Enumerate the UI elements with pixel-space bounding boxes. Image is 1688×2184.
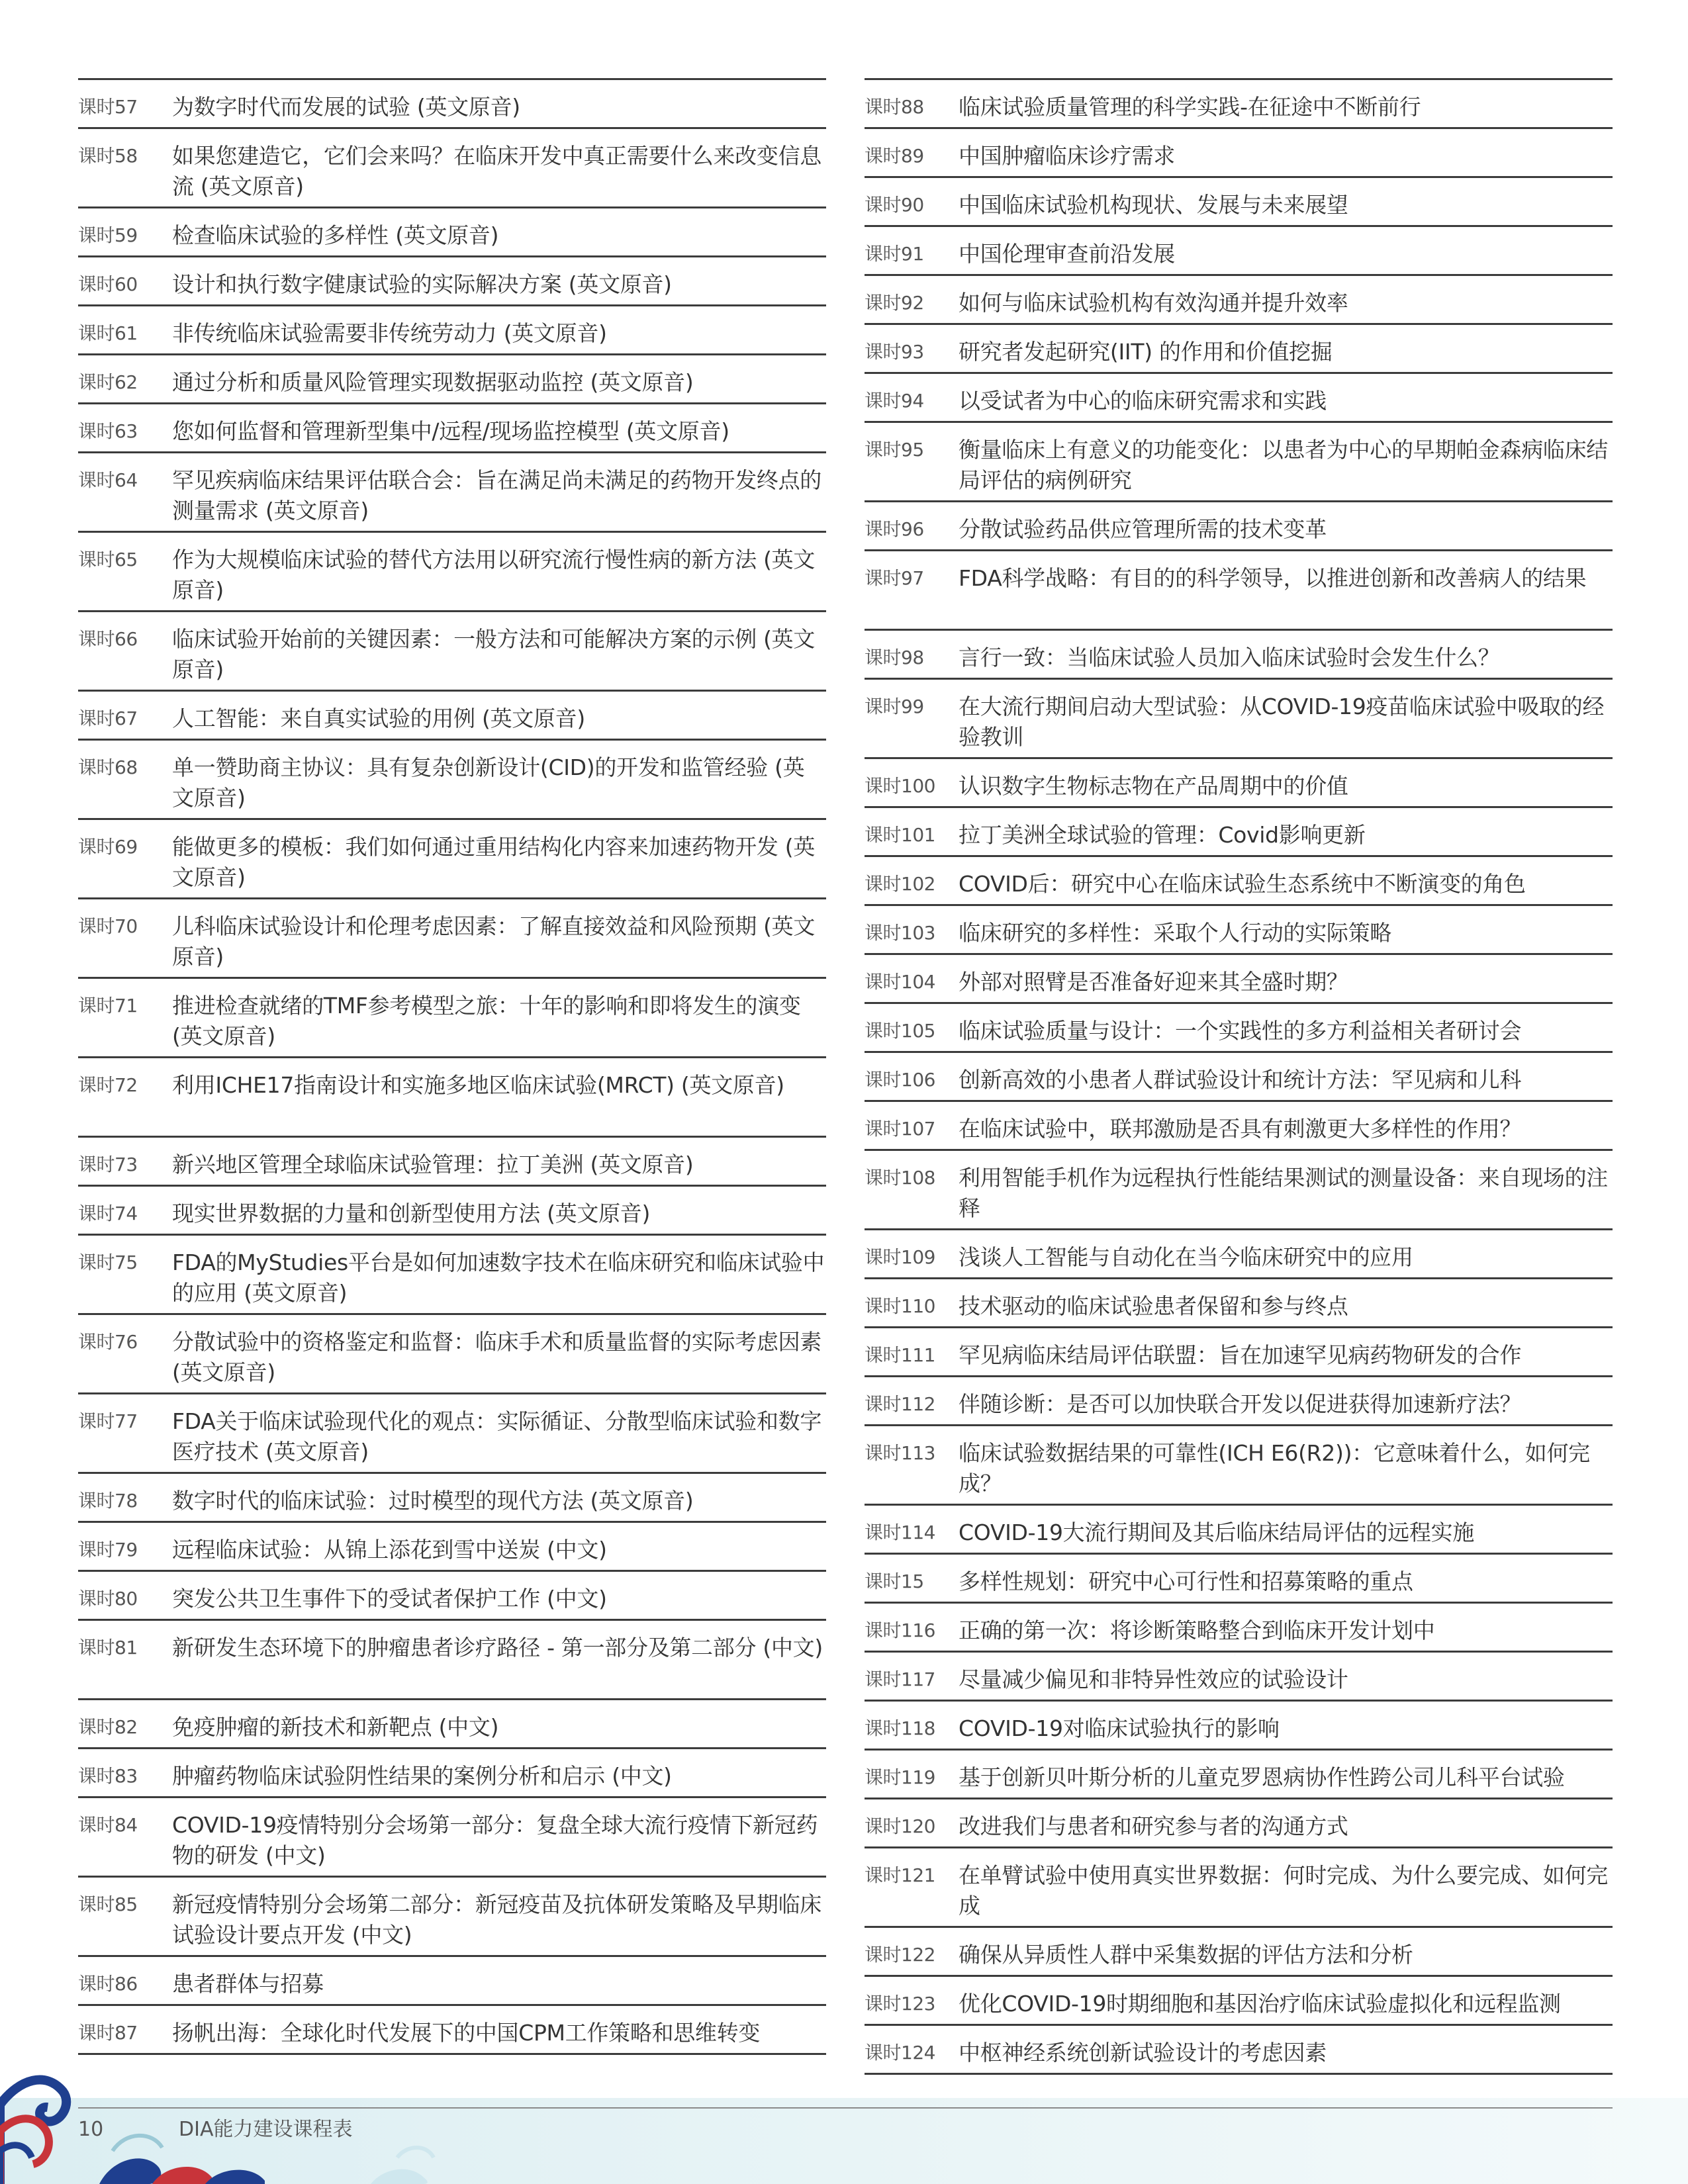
course-title: 在临床试验中，联邦激励是否具有刺激更大多样性的作用？: [959, 1116, 1522, 1142]
course-code: 课时114: [865, 1522, 935, 1543]
course-title: 中国肿瘤临床诊疗需求: [959, 143, 1176, 169]
course-code: 课时106: [865, 1069, 935, 1091]
course-title: 浅谈人工智能与自动化在当今临床研究中的应用: [959, 1244, 1413, 1270]
course-code: 课时65: [78, 549, 138, 570]
course-code: 课时118: [865, 1717, 935, 1739]
course-code: 课时69: [78, 836, 138, 858]
course-title: 新研发生态环境下的肿瘤患者诊疗路径 - 第一部分及第二部分 (中文): [172, 1635, 823, 1661]
left-course-list: [78, 78, 826, 2055]
course-row: [865, 1846, 1613, 1926]
course-code: 课时78: [78, 1490, 138, 1512]
course-row: [865, 127, 1613, 176]
course-row: [78, 451, 826, 531]
course-row: [865, 629, 1613, 678]
course-row: [865, 1926, 1613, 1975]
course-title: 在单臂试验中使用真实世界数据：何时完成、为什么要完成、如何完成: [959, 1862, 1609, 1919]
course-code: 课时86: [78, 1973, 138, 1995]
course-code: 课时15: [865, 1570, 924, 1592]
course-code: 课时63: [78, 420, 138, 442]
course-title: 新冠疫情特别分会场第二部分：新冠疫苗及抗体研发策略及早期临床试验设计要点开发 (中文): [172, 1891, 822, 1948]
course-title: 以受试者为中心的临床研究需求和实践: [959, 388, 1327, 414]
course-title: 新兴地区管理全球临床试验管理：拉丁美洲 (英文原音): [172, 1152, 694, 1177]
course-title: 肿瘤药物临床试验阴性结果的案例分析和启示 (中文): [172, 1763, 672, 1789]
course-title: COVID-19大流行期间及其后临床结局评估的远程实施: [959, 1520, 1474, 1545]
course-title: 正确的第一次：将诊断策略整合到临床开发计划中: [959, 1617, 1435, 1643]
course-title: 尽量减少偏见和非特异性效应的试验设计: [959, 1666, 1348, 1692]
course-title: 中国临床试验机构现状、发展与未来展望: [959, 192, 1348, 218]
course-code: 课时60: [78, 273, 138, 295]
course-code: 课时85: [78, 1893, 138, 1915]
course-code: 课时97: [865, 567, 924, 589]
course-code: 课时119: [865, 1766, 935, 1788]
course-title: 如何与临床试验机构有效沟通并提升效率: [959, 290, 1348, 316]
course-row: [78, 1056, 826, 1136]
course-row: [865, 1602, 1613, 1651]
course-title: 确保从异质性人群中采集数据的评估方法和分析: [959, 1942, 1413, 1968]
course-row: [865, 678, 1613, 757]
course-code: 课时103: [865, 922, 935, 944]
course-row: [865, 953, 1613, 1002]
course-title: 中国伦理审查前沿发展: [959, 241, 1176, 267]
course-row: [865, 1975, 1613, 2024]
course-row: [865, 1002, 1613, 1051]
course-code: 课时102: [865, 873, 935, 895]
course-row: [78, 610, 826, 690]
course-row: [78, 1876, 826, 1955]
course-code: 课时73: [78, 1154, 138, 1175]
course-title: 多样性规划：研究中心可行性和招募策略的重点: [959, 1569, 1413, 1594]
course-code: 课时77: [78, 1410, 138, 1432]
course-row: [78, 78, 826, 127]
course-code: 课时122: [865, 1944, 935, 1966]
course-title: 人工智能：来自真实试验的用例 (英文原音): [172, 705, 585, 731]
course-title: 利用ICHE17指南设计和实施多地区临床试验(MRCT) (英文原音): [172, 1072, 784, 1098]
course-title: 扬帆出海：全球化时代发展下的中国CPM工作策略和思维转变: [172, 2020, 761, 2046]
course-title: 推进检查就绪的TMF参考模型之旅：十年的影响和即将发生的演变 (英文原音): [172, 993, 801, 1049]
course-code: 课时74: [78, 1203, 138, 1224]
course-code: 课时93: [865, 341, 924, 363]
course-title: 免疫肿瘤的新技术和新靶点 (中文): [172, 1714, 499, 1740]
course-title: 临床试验质量与设计：一个实践性的多方利益相关者研讨会: [959, 1018, 1522, 1044]
course-code: 课时105: [865, 1020, 935, 1042]
course-title: COVID-19对临床试验执行的影响: [959, 1715, 1280, 1741]
course-code: 课时99: [865, 696, 924, 717]
course-row: [78, 255, 826, 304]
course-row: [865, 1051, 1613, 1100]
course-code: 课时121: [865, 1864, 935, 1886]
course-title: 优化COVID-19时期细胞和基因治疗临床试验虚拟化和远程监测: [959, 1991, 1561, 2017]
course-row: [78, 1185, 826, 1234]
course-code: 课时101: [865, 824, 935, 846]
course-row: [78, 2004, 826, 2053]
right-course-list: [865, 78, 1613, 2075]
course-row: [78, 1234, 826, 1313]
course-title: 为数字时代而发展的试验 (英文原音): [172, 94, 520, 120]
course-code: 课时70: [78, 915, 138, 937]
footer-title: DIA能力建设课程表: [179, 2118, 353, 2141]
course-code: 课时72: [78, 1074, 138, 1096]
course-title: 非传统临床试验需要非传统劳动力 (英文原音): [172, 320, 607, 346]
course-code: 课时113: [865, 1442, 935, 1464]
course-row: [865, 500, 1613, 549]
course-row: [865, 1228, 1613, 1277]
course-code: 课时66: [78, 628, 138, 650]
list-end-rule: [865, 2073, 1613, 2075]
course-title: 临床研究的多样性：采取个人行动的实际策略: [959, 920, 1392, 946]
course-title: 在大流行期间启动大型试验：从COVID-19疫苗临床试验中吸取的经验教训: [959, 694, 1605, 750]
course-row: [865, 2024, 1613, 2073]
course-row: [78, 1796, 826, 1876]
course-title: 设计和执行数字健康试验的实际解决方案 (英文原音): [172, 271, 672, 297]
course-row: [865, 1553, 1613, 1602]
course-title: 患者群体与招募: [172, 1971, 324, 1997]
course-row: [78, 402, 826, 451]
course-code: 课时108: [865, 1167, 935, 1189]
course-row: [865, 1749, 1613, 1797]
course-title: 现实世界数据的力量和创新型使用方法 (英文原音): [172, 1201, 651, 1226]
course-code: 课时71: [78, 995, 138, 1017]
course-title: 外部对照臂是否准备好迎来其全盛时期？: [959, 969, 1348, 995]
course-title: 衡量临床上有意义的功能变化：以患者为中心的早期帕金森病临床结局评估的病例研究: [959, 437, 1609, 493]
course-title: FDA科学战略：有目的的科学领导，以推进创新和改善病人的结果: [959, 565, 1587, 591]
course-row: [865, 1277, 1613, 1326]
course-code: 课时64: [78, 469, 138, 491]
course-code: 课时98: [865, 647, 924, 668]
course-row: [865, 78, 1613, 127]
course-row: [865, 1797, 1613, 1846]
course-code: 课时61: [78, 322, 138, 344]
course-code: 课时67: [78, 707, 138, 729]
course-code: 课时112: [865, 1393, 935, 1415]
course-title: 认识数字生物标志物在产品周期中的价值: [959, 773, 1348, 799]
course-row: [78, 1955, 826, 2004]
course-code: 课时82: [78, 1716, 138, 1738]
course-code: 课时100: [865, 775, 935, 797]
course-title: 临床试验开始前的关键因素：一般方法和可能解决方案的示例 (英文原音): [172, 626, 816, 682]
course-row: [78, 304, 826, 353]
course-title: 您如何监督和管理新型集中/远程/现场监控模型 (英文原音): [172, 418, 729, 444]
course-code: 课时96: [865, 518, 924, 540]
course-code: 课时59: [78, 224, 138, 246]
course-row: [865, 1375, 1613, 1424]
course-row: [865, 225, 1613, 274]
course-row: [865, 757, 1613, 806]
course-row: [865, 421, 1613, 500]
course-code: 课时62: [78, 371, 138, 393]
course-title: 分散试验中的资格鉴定和监督：临床手术和质量监督的实际考虑因素 (英文原音): [172, 1329, 822, 1385]
course-row: [865, 1100, 1613, 1149]
course-code: 课时95: [865, 439, 924, 461]
course-title: 利用智能手机作为远程执行性能结果测试的测量设备：来自现场的注释: [959, 1165, 1609, 1221]
course-code: 课时89: [865, 145, 924, 167]
course-title: 临床试验数据结果的可靠性(ICH E6(R2))：它意味着什么，如何完成？: [959, 1440, 1590, 1496]
course-row: [865, 1504, 1613, 1553]
course-title: 突发公共卫生事件下的受试者保护工作 (中文): [172, 1586, 607, 1612]
course-code: 课时104: [865, 971, 935, 993]
course-row: [78, 531, 826, 610]
course-row: [78, 1698, 826, 1747]
course-title: 伴随诊断：是否可以加快联合开发以促进获得加速新疗法？: [959, 1391, 1522, 1417]
course-row: [865, 372, 1613, 421]
course-title: 临床试验质量管理的科学实践-在征途中不断前行: [959, 94, 1421, 120]
course-code: 课时84: [78, 1814, 138, 1836]
course-code: 课时75: [78, 1251, 138, 1273]
course-row: [865, 323, 1613, 372]
course-row: [865, 1424, 1613, 1504]
course-title: 作为大规模临床试验的替代方法用以研究流行慢性病的新方法 (英文原音): [172, 547, 816, 603]
course-title: 研究者发起研究(IIT) 的作用和价值挖掘: [959, 339, 1333, 365]
course-row: [78, 897, 826, 977]
course-row: [865, 549, 1613, 629]
course-code: 课时79: [78, 1539, 138, 1561]
course-code: 课时87: [78, 2022, 138, 2044]
course-row: [78, 127, 826, 206]
course-title: 基于创新贝叶斯分析的儿童克罗恩病协作性跨公司儿科平台试验: [959, 1764, 1565, 1790]
course-row: [865, 1700, 1613, 1749]
course-title: 单一赞助商主协议：具有复杂创新设计(CID)的开发和监管经验 (英文原音): [172, 754, 805, 811]
course-title: 儿科临床试验设计和伦理考虑因素：了解直接效益和风险预期 (英文原音): [172, 913, 816, 970]
course-title: 通过分析和质量风险管理实现数据驱动监控 (英文原音): [172, 369, 694, 395]
course-code: 课时111: [865, 1344, 935, 1366]
course-code: 课时91: [865, 243, 924, 265]
course-title: 改进我们与患者和研究参与者的沟通方式: [959, 1813, 1348, 1839]
course-row: [78, 1136, 826, 1185]
course-title: FDA关于临床试验现代化的观点：实际循证、分散型临床试验和数字医疗技术 (英文原音): [172, 1408, 822, 1465]
course-title: 能做更多的模板：我们如何通过重用结构化内容来加速药物开发 (英文原音): [172, 834, 816, 890]
course-row: [78, 1313, 826, 1392]
course-title: COVID-19疫情特别分会场第一部分：复盘全球大流行疫情下新冠药物的研发 (中文): [172, 1812, 818, 1868]
course-code: 课时120: [865, 1815, 935, 1837]
course-title: COVID后：研究中心在临床试验生态系统中不断演变的角色: [959, 871, 1526, 897]
course-title: 检查临床试验的多样性 (英文原音): [172, 222, 499, 248]
course-code: 课时68: [78, 756, 138, 778]
course-code: 课时88: [865, 96, 924, 118]
course-row: [78, 1521, 826, 1570]
course-title: 如果您建造它，它们会来吗？在临床开发中真正需要什么来改变信息流 (英文原音): [172, 143, 822, 199]
course-row: [865, 855, 1613, 904]
course-title: 罕见疾病临床结果评估联合会：旨在满足尚未满足的药物开发终点的测量需求 (英文原音): [172, 467, 822, 523]
course-title: 远程临床试验：从锦上添花到雪中送炭 (中文): [172, 1537, 607, 1563]
footer-rule: [78, 2107, 1613, 2109]
course-row: [78, 206, 826, 255]
course-row: [865, 904, 1613, 953]
course-title: 分散试验药品供应管理所需的技术变革: [959, 516, 1327, 542]
course-row: [865, 274, 1613, 323]
course-title: 数字时代的临床试验：过时模型的现代方法 (英文原音): [172, 1488, 694, 1514]
course-code: 课时57: [78, 96, 138, 118]
course-title: 言行一致：当临床试验人员加入临床试验时会发生什么？: [959, 645, 1500, 670]
course-code: 课时80: [78, 1588, 138, 1610]
course-row: [78, 353, 826, 402]
course-row: [78, 1619, 826, 1698]
course-title: FDA的MyStudies平台是如何加速数字技术在临床研究和临床试验中的应用 (英文原音): [172, 1250, 825, 1306]
course-code: 课时92: [865, 292, 924, 314]
course-row: [78, 977, 826, 1056]
course-code: 课时90: [865, 194, 924, 216]
course-code: 课时83: [78, 1765, 138, 1787]
course-code: 课时116: [865, 1619, 935, 1641]
course-title: 拉丁美洲全球试验的管理：Covid影响更新: [959, 822, 1366, 848]
course-row: [865, 1326, 1613, 1375]
course-code: 课时110: [865, 1295, 935, 1317]
course-title: 创新高效的小患者人群试验设计和统计方法：罕见病和儿科: [959, 1067, 1522, 1093]
course-row: [78, 1472, 826, 1521]
course-title: 技术驱动的临床试验患者保留和参与终点: [959, 1293, 1348, 1319]
course-row: [865, 176, 1613, 225]
course-code: 课时123: [865, 1993, 935, 2015]
course-code: 课时109: [865, 1246, 935, 1268]
course-row: [865, 1651, 1613, 1700]
course-code: 课时81: [78, 1637, 138, 1659]
course-row: [865, 806, 1613, 855]
course-code: 课时94: [865, 390, 924, 412]
course-row: [865, 1149, 1613, 1228]
course-code: 课时124: [865, 2042, 935, 2064]
course-title: 罕见病临床结局评估联盟：旨在加速罕见病药物研发的合作: [959, 1342, 1522, 1368]
course-row: [78, 1570, 826, 1619]
course-code: 课时107: [865, 1118, 935, 1140]
course-code: 课时76: [78, 1331, 138, 1353]
page-number: 10: [78, 2118, 104, 2141]
course-row: [78, 818, 826, 897]
course-row: [78, 1747, 826, 1796]
course-row: [78, 690, 826, 739]
course-code: 课时58: [78, 145, 138, 167]
course-row: [78, 739, 826, 818]
course-code: 课时117: [865, 1668, 935, 1690]
course-row: [78, 1392, 826, 1472]
course-title: 中枢神经系统创新试验设计的考虑因素: [959, 2040, 1327, 2066]
